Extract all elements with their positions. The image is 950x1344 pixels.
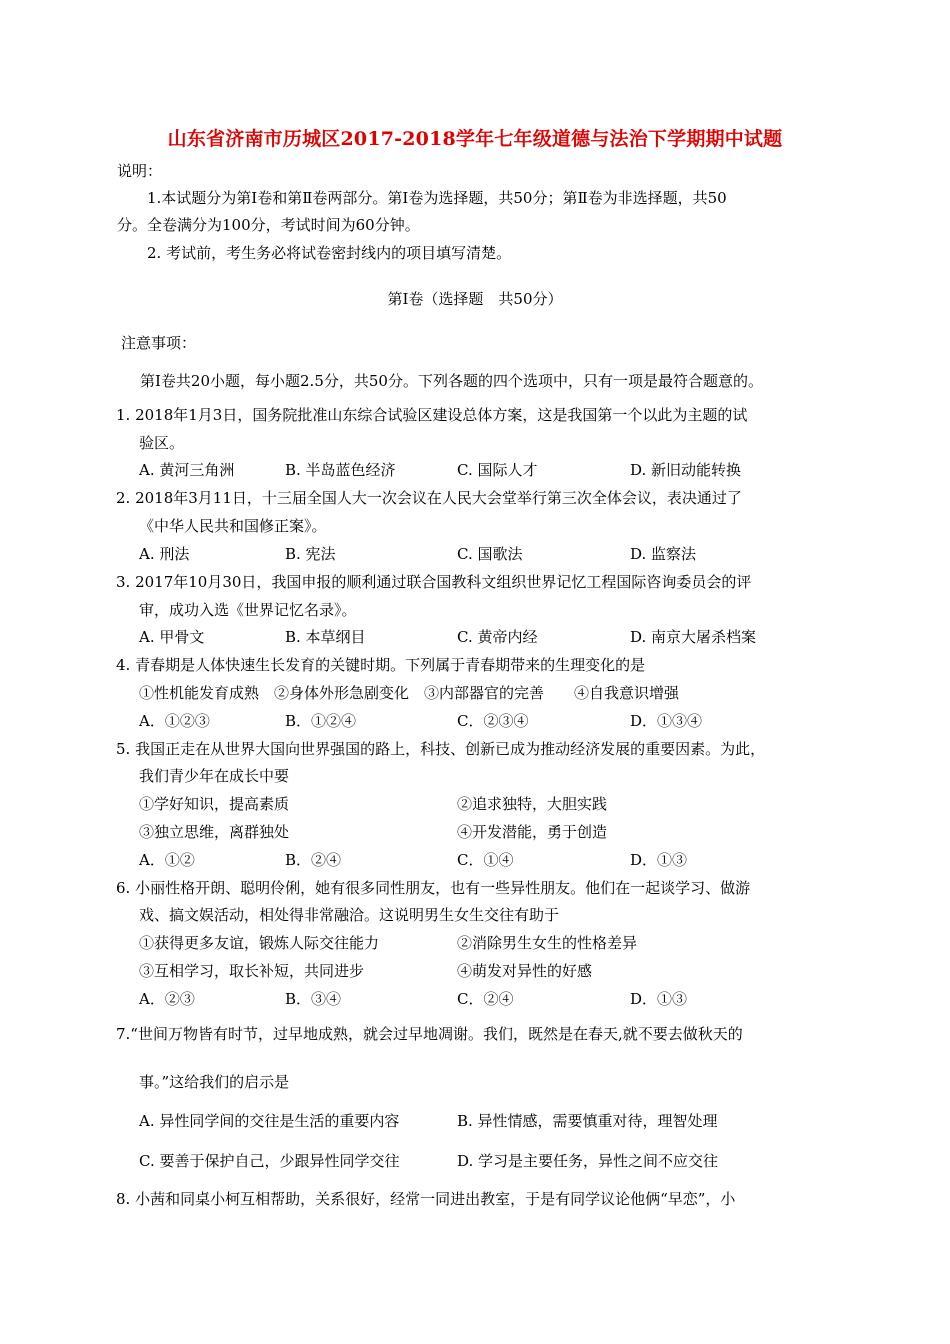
question-6-stem-line-1: 6. 小丽性格开朗、聪明伶俐，她有很多同性朋友，也有一些异性朋友。他们在一起谈学习、做游 bbox=[116, 879, 751, 897]
question-5-item-2: ②追求独特，大胆实践 bbox=[457, 795, 608, 813]
question-3-stem-line-1: 3. 2017年10月30日，我国申报的顺利通过联合国教科文组织世界记忆工程国际咨询委员会的评 bbox=[116, 573, 752, 591]
instructions-item-1-line-1: 1.本试题分为第Ⅰ卷和第Ⅱ卷两部分。第Ⅰ卷为选择题，共50分；第Ⅱ卷为非选择题，共50 bbox=[147, 189, 727, 207]
question-3-option-a: A. 甲骨文 bbox=[139, 628, 205, 646]
question-5-option-d: D．①③ bbox=[630, 851, 688, 869]
question-5-option-b: B．②④ bbox=[285, 851, 342, 869]
question-7-option-d: D. 学习是主要任务，异性之间不应交往 bbox=[457, 1152, 719, 1170]
question-7-option-c: C. 要善于保护自己，少跟异性同学交往 bbox=[139, 1152, 400, 1170]
question-8-stem-line-1: 8. 小茜和同桌小柯互相帮助，关系很好，经常一同进出教室，于是有同学议论他俩“早恋”，小 bbox=[116, 1190, 736, 1208]
question-6-item-4: ④萌发对异性的好感 bbox=[457, 962, 593, 980]
instructions-heading: 说明： bbox=[117, 162, 163, 180]
question-5-item-3: ③独立思维，离群独处 bbox=[139, 823, 290, 841]
question-4-items: ①性机能发育成熟 ②身体外形急剧变化 ③内部器官的完善 ④自我意识增强 bbox=[139, 684, 680, 702]
question-2-stem-line-1: 2. 2018年3月11日，十三届全国人大一次会议在人民大会堂举行第三次全体会议，表决通过了 bbox=[116, 489, 742, 507]
instructions-item-1-line-2: 分。全卷满分为100分，考试时间为60分钟。 bbox=[117, 216, 420, 234]
question-1-option-a: A. 黄河三角洲 bbox=[139, 461, 235, 479]
question-6-option-b: B．③④ bbox=[285, 990, 342, 1008]
question-1-option-d: D. 新旧动能转换 bbox=[630, 461, 742, 479]
question-6-item-3: ③互相学习，取长补短，共同进步 bbox=[139, 962, 365, 980]
question-1-option-b: B. 半岛蓝色经济 bbox=[285, 461, 396, 479]
question-2-option-b: B. 宪法 bbox=[285, 545, 336, 563]
question-6-option-a: A．②③ bbox=[139, 990, 195, 1008]
question-2-option-d: D. 监察法 bbox=[630, 545, 697, 563]
question-4-option-d: D．①③④ bbox=[630, 712, 703, 730]
question-7-option-a: A. 异性同学间的交往是生活的重要内容 bbox=[139, 1112, 400, 1130]
section-heading: 第Ⅰ卷（选择题 共50分） bbox=[387, 290, 563, 308]
question-6-option-c: C．②④ bbox=[457, 990, 514, 1008]
question-3-stem-line-2: 审，成功入选《世界记忆名录》。 bbox=[139, 601, 357, 619]
question-3-option-c: C. 黄帝内经 bbox=[457, 628, 538, 646]
question-4-stem-line-1: 4. 青春期是人体快速生长发育的关键时期。下列属于青春期带来的生理变化的是 bbox=[116, 656, 646, 674]
question-2-option-c: C. 国歌法 bbox=[457, 545, 523, 563]
question-1-stem-line-1: 1. 2018年1月3日，国务院批准山东综合试验区建设总体方案，这是我国第一个以此为主题的试 bbox=[116, 406, 748, 424]
question-5-stem-line-2: 我们青少年在成长中要 bbox=[139, 767, 290, 785]
question-5-option-c: C．①④ bbox=[457, 851, 514, 869]
question-1-option-c: C. 国际人才 bbox=[457, 461, 538, 479]
question-7-option-b: B. 异性情感，需要慎重对待，理智处理 bbox=[457, 1112, 718, 1130]
question-5-item-1: ①学好知识，提高素质 bbox=[139, 795, 290, 813]
question-1-stem-line-2: 验区。 bbox=[139, 434, 185, 452]
question-5-item-4: ④开发潜能，勇于创造 bbox=[457, 823, 608, 841]
question-4-option-a: A．①②③ bbox=[139, 712, 210, 730]
question-7-stem-line-1: 7.“世间万物皆有时节，过早地成熟，就会过早地凋谢。我们，既然是在春天,就不要去做秋天的 bbox=[116, 1025, 743, 1043]
question-6-option-d: D．①③ bbox=[630, 990, 688, 1008]
question-6-item-2: ②消除男生女生的性格差异 bbox=[457, 934, 638, 952]
question-6-stem-line-2: 戏、搞文娱活动，相处得非常融洽。这说明男生女生交往有助于 bbox=[139, 906, 560, 924]
question-3-option-d: D. 南京大屠杀档案 bbox=[630, 628, 757, 646]
exam-title: 山东省济南市历城区2017-2018学年七年级道德与法治下学期期中试题 bbox=[167, 128, 783, 150]
question-2-option-a: A. 刑法 bbox=[139, 545, 190, 563]
notice-heading: 注意事项： bbox=[121, 334, 197, 352]
notice-text: 第Ⅰ卷共20小题，每小题2.5分，共50分。下列各题的四个选项中，只有一项是最符合题意的。 bbox=[140, 372, 763, 390]
question-5-stem-line-1: 5. 我国正走在从世界大国向世界强国的路上，科技、创新已成为推动经济发展的重要因素。为此， bbox=[116, 740, 766, 758]
question-4-option-c: C．②③④ bbox=[457, 712, 529, 730]
question-7-stem-line-2: 事。”这给我们的启示是 bbox=[139, 1073, 290, 1091]
question-4-option-b: B．①②④ bbox=[285, 712, 357, 730]
question-6-item-1: ①获得更多友谊，锻炼人际交往能力 bbox=[139, 934, 380, 952]
instructions-item-2: 2. 考试前，考生务必将试卷密封线内的项目填写清楚。 bbox=[147, 244, 512, 262]
question-2-stem-line-2: 《中华人民共和国修正案》。 bbox=[139, 517, 327, 535]
question-3-option-b: B. 本草纲目 bbox=[285, 628, 366, 646]
question-5-option-a: A．①② bbox=[139, 851, 195, 869]
